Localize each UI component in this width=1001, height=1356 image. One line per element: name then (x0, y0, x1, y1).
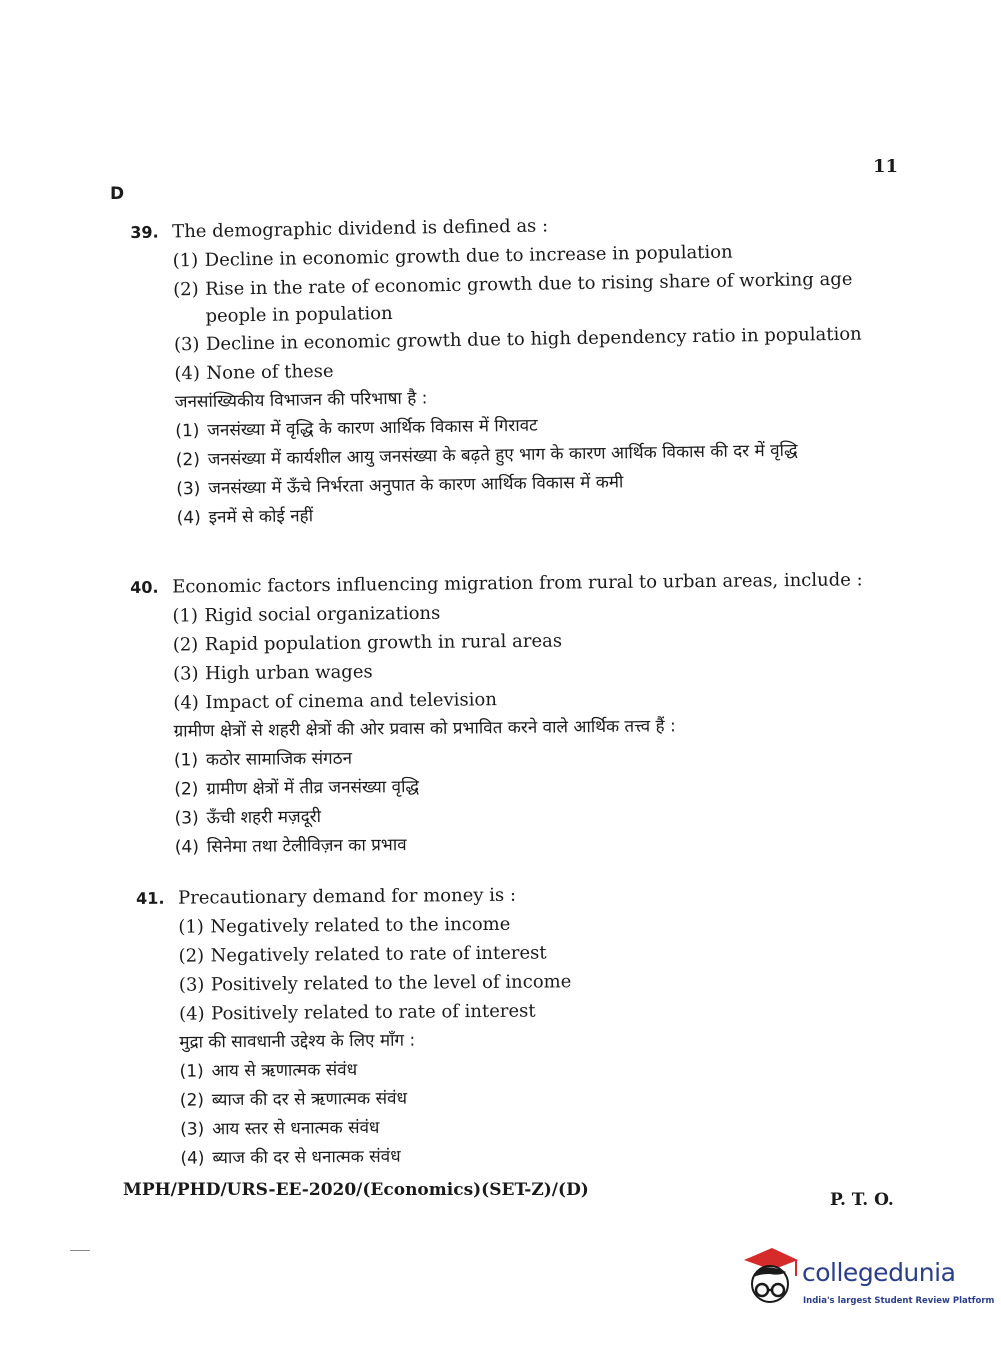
question-text-hindi: ग्रामीण क्षेत्रों से शहरी क्षेत्रों की ओर प्रवास को प्रभावित करने वाले आर्थिक तत्त्व हैं : (173, 716, 676, 742)
options-english (178, 906, 907, 1028)
pto-label: P. T. O. (830, 1190, 894, 1210)
set-letter: D (110, 184, 125, 204)
option-2: (2) Rise in the rate of economic growth due to rising share of working age people in population (172, 268, 853, 327)
option-2-hindi: (2) ब्याज की दर से ऋणात्मक संवंध (179, 1088, 408, 1111)
option-1-hindi: (1) जनसंख्या में वृद्धि के कारण आर्थिक विकास में गिरावट (175, 415, 538, 442)
options-english (172, 235, 902, 388)
collegedunia-logo[interactable] (740, 1246, 995, 1316)
option-1: (1) Decline in economic growth due to increase in population (172, 241, 733, 272)
brand-tagline: India's largest Student Review Platform (803, 1296, 995, 1306)
paper-code: MPH/PHD/URS-EE-2020/(Economics)(SET-Z)/(D) (123, 1180, 589, 1200)
option-2: (2) Negatively related to rate of interest (178, 942, 547, 967)
option-3-hindi: (3) जनसंख्या में ऊँचे निर्भरता अनुपात के कारण आर्थिक विकास में कमी (176, 472, 624, 500)
page-number: 11 (873, 156, 899, 177)
option-2-hindi: (2) ग्रामीण क्षेत्रों में तीव्र जनसंख्या वृद्धि (174, 776, 420, 800)
brand-name: collegedunia (802, 1258, 956, 1287)
option-4-hindi: (4) ब्याज की दर से धनात्मक संवंध (180, 1146, 401, 1169)
options-hindi (175, 406, 905, 533)
question-number: 41. (136, 888, 165, 908)
option-4: (4) Impact of cinema and television (173, 689, 497, 714)
question-text-hindi: मुद्रा की सावधानी उद्देश्य के लिए माँग : (179, 1030, 416, 1053)
option-1-hindi: (1) कठोर सामाजिक संगठन (173, 748, 353, 771)
option-3-hindi: (3) आय स्तर से धनात्मक संवंध (180, 1117, 380, 1140)
question-39 (130, 206, 905, 534)
option-1: (1) Rigid social organizations (172, 602, 441, 627)
option-3: (3) Decline in economic growth due to high dependency ratio in population (173, 323, 862, 356)
question-text: Economic factors influencing migration from rural to urban areas, include : (172, 569, 863, 598)
options-english (172, 594, 901, 718)
options-hindi (180, 1051, 909, 1173)
option-4-hindi: (4) इनमें से कोई नहीं (176, 506, 314, 529)
option-3-hindi: (3) ऊँची शहरी मज़दूरी (174, 807, 322, 829)
mascot-icon (740, 1246, 800, 1316)
question-text-hindi: जनसांख्यिकीय विभाजन की परिभाषा है : (174, 388, 428, 413)
option-2-hindi: (2) जनसंख्या में कार्यशील आयु जनसंख्या के बढ़ते हुए भाग के कारण आर्थिक विकास की दर में वृद्धि (175, 440, 798, 471)
question-text: Precautionary demand for money is : (178, 884, 517, 909)
option-3: (3) Positively related to the level of income (178, 971, 572, 996)
question-41 (136, 877, 909, 1174)
option-1: (1) Negatively related to the income (178, 913, 511, 938)
option-4: (4) Positively related to rate of interest (179, 1000, 536, 1025)
footer-rule (70, 1250, 90, 1251)
option-4-hindi: (4) सिनेमा तथा टेलीविज़न का प्रभाव (174, 835, 407, 858)
option-2: (2) Rapid population growth in rural areas (172, 630, 563, 656)
option-3: (3) High urban wages (172, 661, 373, 685)
question-number: 39. (130, 222, 159, 242)
options-hindi (174, 739, 903, 863)
option-4: (4) None of these (174, 360, 334, 385)
question-number: 40. (130, 577, 159, 597)
option-1-hindi: (1) आय से ऋणात्मक संवंध (179, 1060, 358, 1082)
question-text: The demographic dividend is defined as : (172, 215, 549, 243)
question-40 (130, 565, 903, 863)
